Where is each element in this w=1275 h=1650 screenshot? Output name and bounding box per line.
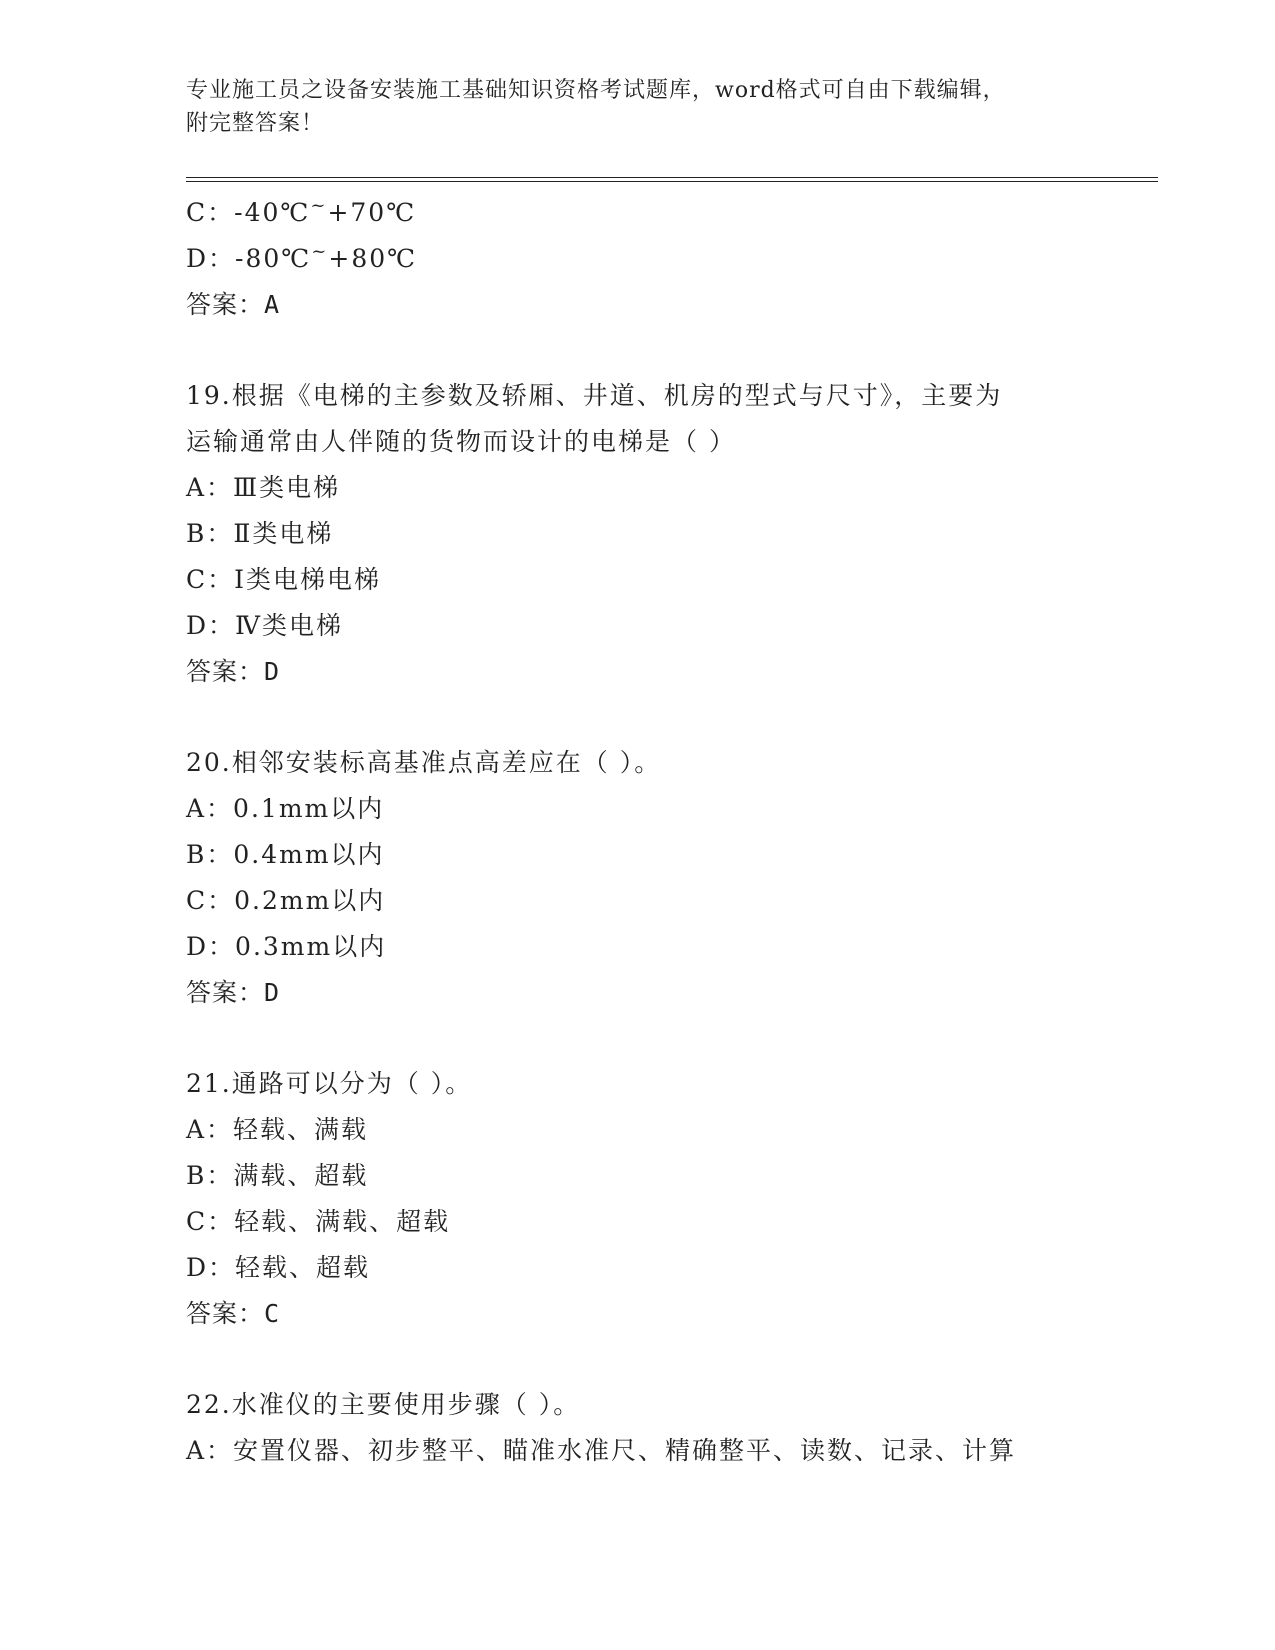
question-stem: 22.水准仪的主要使用步骤（ ）。 [186,1390,581,1419]
option-c: C：-40℃~+70℃ [186,195,417,227]
answer-line: 答案：C [186,1299,281,1328]
header-divider [186,177,1158,182]
document-header [186,74,1086,140]
option-d: D：-80℃~+80℃ [186,241,418,273]
question-22 [186,1382,1146,1474]
option-d: D：Ⅳ类电梯 [186,611,344,640]
answer-line: 答案：D [186,657,281,686]
question-stem: 20.相邻安装标高基准点高差应在（ ）。 [186,748,662,777]
question-21 [186,1061,1146,1337]
header-line-2: 附完整答案！ [186,111,325,136]
question-stem: 运输通常由人伴随的货物而设计的电梯是（ ） [186,427,736,456]
option-d: D：0.3mm以内 [186,932,387,961]
answer-line: 答案：D [186,978,281,1007]
header-line-1: 专业施工员之设备安装施工基础知识资格考试题库，word格式可自由下载编辑， [186,78,1006,103]
answer-line: 答案：A [186,290,281,319]
option-b: B：满载、超载 [186,1161,369,1190]
option-c: C：轻载、满载、超载 [186,1207,451,1236]
question-stem: 21.通路可以分为（ ）。 [186,1069,473,1098]
question-19 [186,373,1146,695]
option-b: B：Ⅱ类电梯 [186,519,334,548]
option-b: B：0.4mm以内 [186,840,385,869]
option-c: C：0.2mm以内 [186,886,386,915]
question-content [186,190,1146,1474]
option-c: C：Ⅰ类电梯电梯 [186,565,382,594]
option-a: A：轻载、满载 [186,1115,369,1144]
option-a: A：安置仪器、初步整平、瞄准水准尺、精确整平、读数、记录、计算 [186,1436,1017,1465]
option-a: A：Ⅲ类电梯 [186,473,341,502]
option-a: A：0.1mm以内 [186,794,385,823]
question-stem: 19.根据《电梯的主参数及轿厢、井道、机房的型式与尺寸》，主要为 [186,381,1003,410]
question-20 [186,740,1146,1016]
option-d: D：轻载、超载 [186,1253,371,1282]
